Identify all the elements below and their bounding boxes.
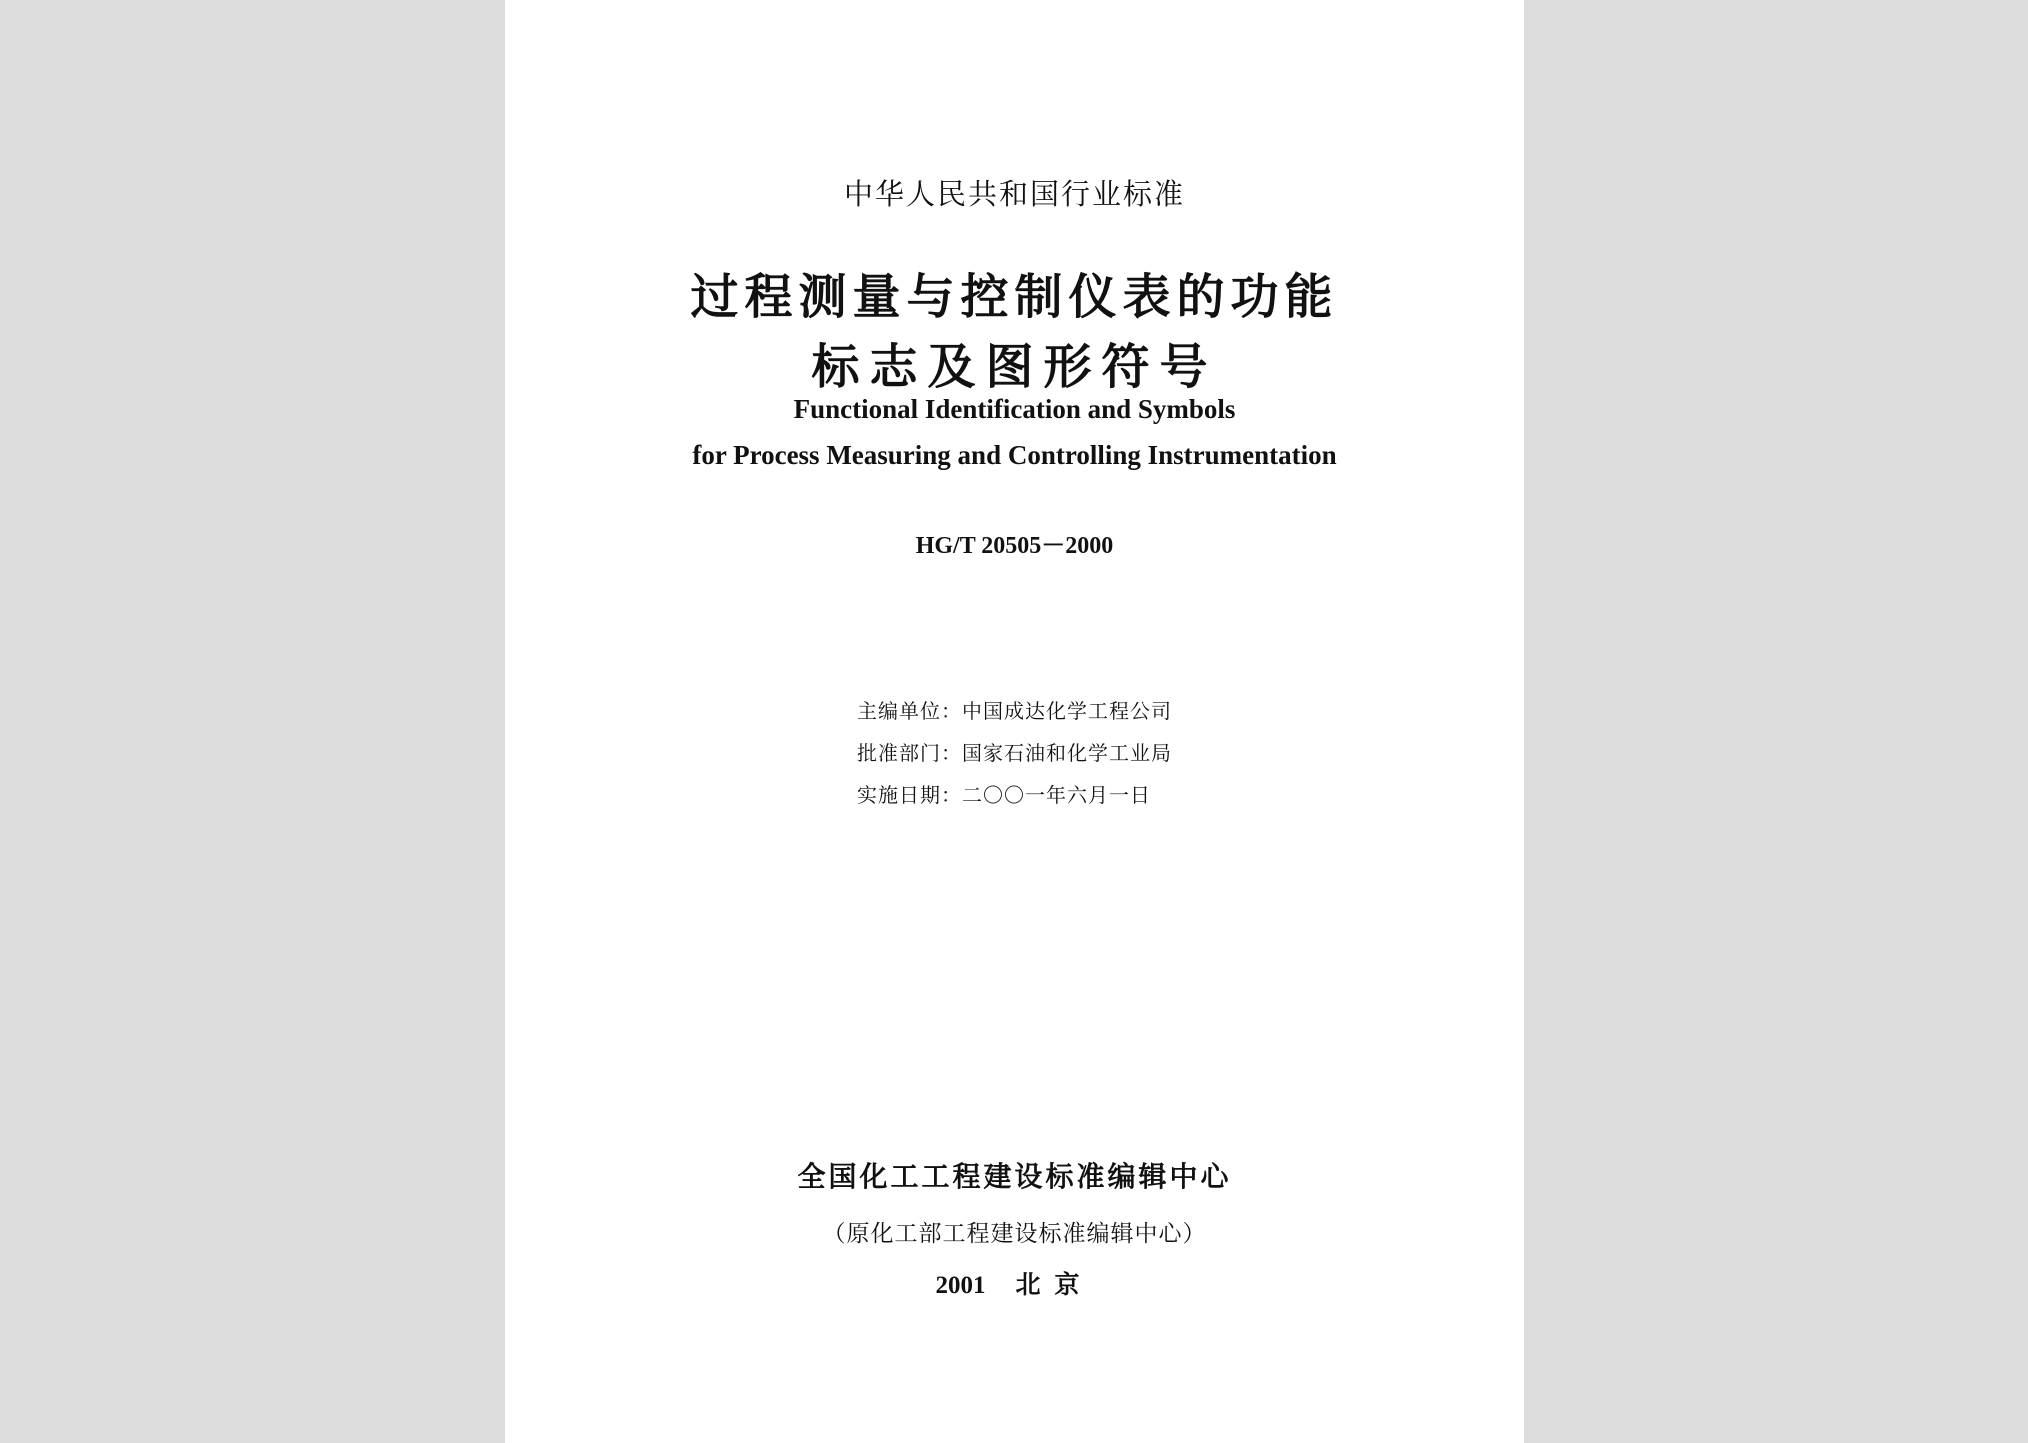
chinese-title-line-2: 标志及图形符号	[811, 339, 1218, 395]
english-title-line-1: Functional Identification and Symbols	[793, 394, 1236, 424]
english-title-line-2: for Process Measuring and Controlling Instrumentation	[692, 440, 1337, 470]
approval-department: 批准部门：国家石油和化学工业局	[857, 741, 1172, 765]
effective-date: 实施日期：二〇〇一年六月一日	[857, 783, 1151, 807]
publication-city: 北京	[1015, 1270, 1094, 1299]
publisher-former-name: （原化工部工程建设标准编辑中心）	[822, 1221, 1207, 1247]
issuer-heading: 中华人民共和国行业标准	[843, 177, 1185, 211]
publication-info	[505, 1265, 1524, 1301]
publisher-name: 全国化工工程建设标准编辑中心	[797, 1160, 1232, 1193]
chinese-title-line-1: 过程测量与控制仪表的功能	[690, 269, 1339, 325]
document-page	[505, 0, 1524, 1443]
publication-year: 2001	[935, 1272, 986, 1299]
editor-unit: 主编单位：中国成达化学工程公司	[857, 699, 1172, 723]
standard-code: HG/T 20505－2000	[915, 533, 1114, 559]
